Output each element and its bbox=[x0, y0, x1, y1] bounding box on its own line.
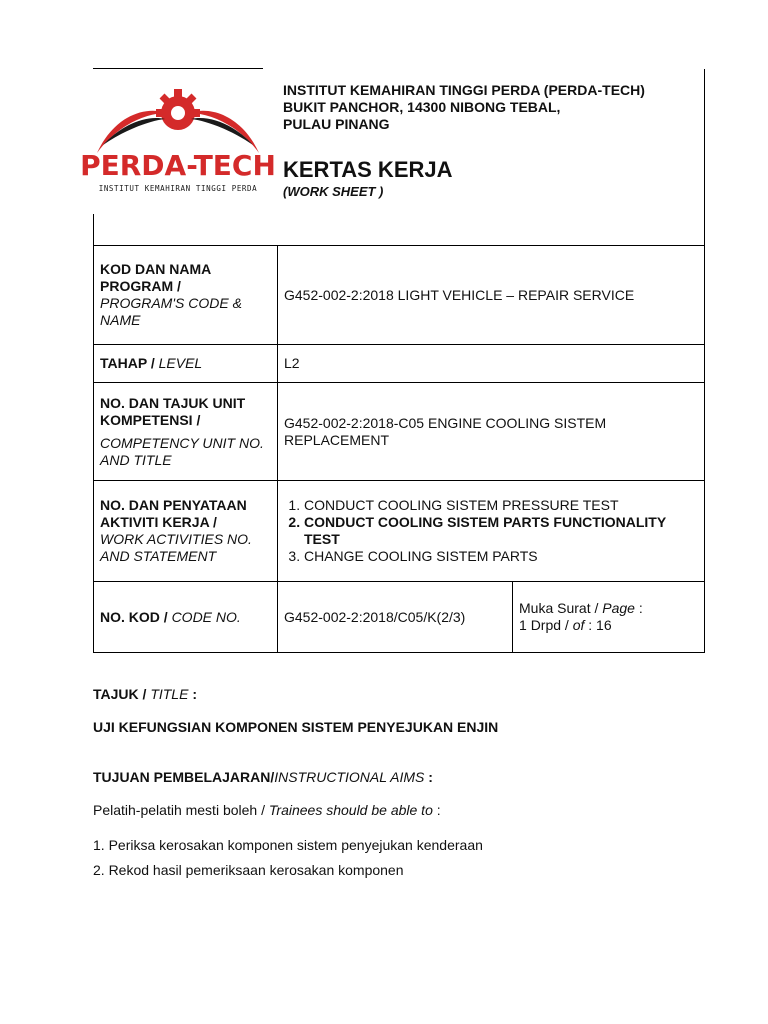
program-row bbox=[94, 246, 705, 345]
metadata-table bbox=[93, 245, 705, 653]
program-label bbox=[94, 246, 278, 345]
competency-value: G452-002-2:2018-C05 ENGINE COOLING SISTEM REPLACEMENT bbox=[278, 383, 705, 481]
activities-label bbox=[94, 481, 278, 582]
title-label bbox=[93, 686, 197, 702]
page-current: 1 bbox=[519, 617, 527, 633]
activity-item: 2. CONDUCT COOLING SISTEM PARTS FUNCTIONALITY TEST bbox=[304, 514, 698, 548]
aims-intro bbox=[93, 802, 441, 818]
document-title: KERTAS KERJA bbox=[283, 157, 453, 182]
right-swoosh-icon bbox=[189, 111, 259, 153]
aims-intro-text: Pelatih-pelatih mesti boleh / bbox=[93, 802, 265, 818]
document-subtitle: (WORK SHEET ) bbox=[283, 184, 384, 199]
page-label-colon: : bbox=[638, 600, 643, 616]
code-value: G452-002-2:2018/C05/K(2/3) bbox=[278, 582, 513, 653]
activities-value bbox=[278, 481, 705, 582]
institute-address bbox=[283, 82, 645, 133]
page-label-line bbox=[519, 600, 698, 617]
level-label-bold: TAHAP / bbox=[100, 355, 155, 371]
document-header bbox=[80, 69, 705, 245]
perda-tech-logo bbox=[80, 83, 276, 201]
page-of-italic: of bbox=[572, 617, 585, 633]
activities-label-bold: NO. DAN PENYATAAN AKTIVITI KERJA / bbox=[100, 497, 247, 530]
aim-item: 2. Rekod hasil pemeriksaan kerosakan komponen bbox=[93, 862, 404, 878]
activities-list bbox=[284, 497, 698, 565]
worksheet-title: UJI KEFUNGSIAN KOMPONEN SISTEM PENYEJUKAN ENJIN bbox=[93, 719, 499, 735]
institute-street: BUKIT PANCHOR, 14300 NIBONG TEBAL, bbox=[283, 99, 561, 115]
activities-label-italic: WORK ACTIVITIES NO. AND STATEMENT bbox=[100, 531, 252, 564]
level-value: L2 bbox=[278, 345, 705, 383]
aims-label-colon: : bbox=[428, 769, 433, 785]
code-label bbox=[94, 582, 278, 653]
title-label-italic: TITLE bbox=[150, 686, 189, 702]
activities-row bbox=[94, 481, 705, 582]
aim-item: 1. Periksa kerosakan komponen sistem penyejukan kenderaan bbox=[93, 837, 483, 853]
header-left-border bbox=[93, 214, 94, 245]
aims-intro-italic: Trainees should be able to bbox=[268, 802, 433, 818]
gear-icon bbox=[156, 89, 200, 130]
institute-name: INSTITUT KEMAHIRAN TINGGI PERDA (PERDA-TECH) bbox=[283, 82, 645, 98]
activity-item: 3. CHANGE COOLING SISTEM PARTS bbox=[304, 548, 698, 565]
institute-state: PULAU PINANG bbox=[283, 116, 390, 132]
level-label-italic: LEVEL bbox=[158, 355, 203, 371]
page-info bbox=[513, 582, 705, 653]
page-label: Muka Surat / bbox=[519, 600, 599, 616]
program-label-italic: PROGRAM'S CODE & NAME bbox=[100, 295, 242, 328]
competency-label bbox=[94, 383, 278, 481]
logo-tagline: INSTITUT KEMAHIRAN TINGGI PERDA bbox=[98, 184, 258, 193]
aims-label bbox=[93, 769, 433, 785]
aims-intro-colon: : bbox=[436, 802, 441, 818]
page-label-italic: Page bbox=[602, 600, 635, 616]
competency-label-italic: COMPETENCY UNIT NO. AND TITLE bbox=[100, 434, 264, 468]
logo-wordmark: PERDA-TECH bbox=[80, 149, 276, 182]
page-of-label: Drpd / bbox=[530, 617, 569, 633]
program-value: G452-002-2:2018 LIGHT VEHICLE – REPAIR SERVICE bbox=[278, 246, 705, 345]
page-total: : 16 bbox=[588, 617, 612, 633]
aims-label-bold: TUJUAN PEMBELAJARAN/ bbox=[93, 769, 275, 785]
code-label-italic: CODE NO. bbox=[171, 608, 241, 625]
title-label-colon: : bbox=[192, 686, 197, 702]
competency-label-bold: NO. DAN TAJUK UNIT KOMPETENSI / bbox=[100, 394, 246, 428]
activity-item: 1. CONDUCT COOLING SISTEM PRESSURE TEST bbox=[304, 497, 698, 514]
code-row bbox=[94, 582, 705, 653]
level-label bbox=[94, 345, 278, 383]
title-label-bold: TAJUK / bbox=[93, 686, 147, 702]
code-label-bold: NO. KOD / bbox=[100, 608, 168, 625]
competency-row bbox=[94, 383, 705, 481]
page-count-line bbox=[519, 617, 698, 634]
program-label-bold: KOD DAN NAMA PROGRAM / bbox=[100, 261, 211, 294]
aims-label-italic: INSTRUCTIONAL AIMS bbox=[274, 769, 425, 785]
level-row bbox=[94, 345, 705, 383]
left-swoosh-icon bbox=[97, 111, 167, 153]
